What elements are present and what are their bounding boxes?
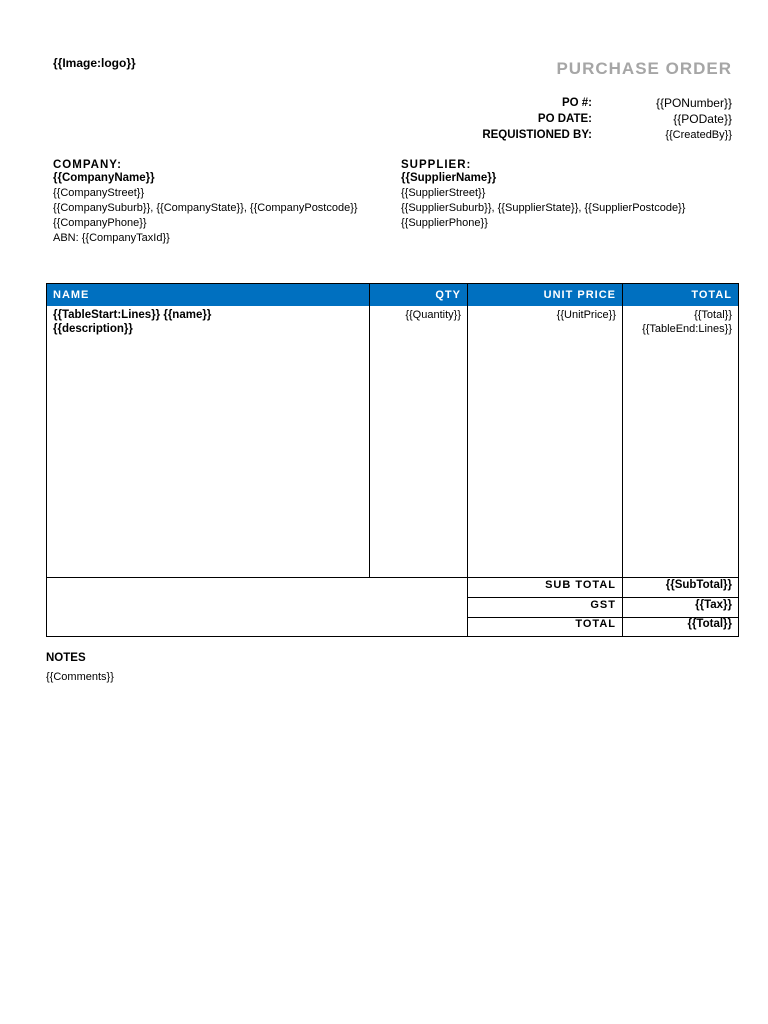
column-header-unit-price: UNIT PRICE [543, 289, 616, 301]
supplier-phone: {{SupplierPhone}} [401, 217, 488, 229]
line-items-table [46, 283, 739, 637]
table-end-marker: {{TableEnd:Lines}} [642, 323, 732, 335]
table-header [47, 284, 738, 306]
column-header-name: NAME [53, 289, 90, 301]
po-date-label: PO DATE: [537, 113, 592, 125]
supplier-street: {{SupplierStreet}} [401, 187, 486, 199]
subtotal-value: {{SubTotal}} [665, 579, 732, 591]
supplier-address: {{SupplierSuburb}}, {{SupplierState}}, {{SupplierPostcode}} [401, 202, 686, 214]
supplier-heading: SUPPLIER: [401, 159, 472, 171]
supplier-name: {{SupplierName}} [401, 172, 497, 184]
requisitioned-by-value: {{CreatedBy}} [665, 129, 732, 141]
company-heading: COMPANY: [53, 159, 122, 171]
company-phone: {{CompanyPhone}} [53, 217, 147, 229]
row-divider [47, 577, 738, 578]
row-divider [467, 597, 738, 598]
column-header-total: TOTAL [691, 289, 732, 301]
po-date-value: {{PODate}} [673, 112, 732, 126]
gst-label: GST [590, 599, 616, 611]
item-description: {{description}} [53, 323, 133, 335]
item-unit-price: {{UnitPrice}} [556, 309, 616, 321]
company-street: {{CompanyStreet}} [53, 187, 145, 199]
po-number-label: PO #: [561, 97, 592, 109]
company-block [53, 159, 383, 246]
column-header-qty: QTY [435, 289, 461, 301]
supplier-block [401, 159, 731, 231]
requisitioned-by-label: REQUISTIONED BY: [482, 129, 592, 141]
column-divider [369, 284, 370, 577]
po-number-value: {{PONumber}} [655, 96, 732, 110]
total-label: TOTAL [575, 618, 616, 630]
item-total: {{Total}} [694, 309, 732, 321]
company-abn: ABN: {{CompanyTaxId}} [53, 232, 170, 244]
gst-value: {{Tax}} [695, 599, 732, 611]
company-name: {{CompanyName}} [53, 172, 155, 184]
subtotal-label: SUB TOTAL [545, 579, 616, 591]
item-quantity: {{Quantity}} [405, 309, 461, 321]
notes-body: {{Comments}} [46, 671, 114, 683]
item-name: {{TableStart:Lines}} {{name}} [53, 309, 212, 321]
total-value: {{Total}} [687, 618, 732, 630]
company-address: {{CompanySuburb}}, {{CompanyState}}, {{CompanyPostcode}} [53, 202, 358, 214]
logo-placeholder: {{Image:logo}} [53, 56, 136, 70]
notes-heading: NOTES [46, 652, 86, 664]
document-title: PURCHASE ORDER [556, 59, 732, 78]
